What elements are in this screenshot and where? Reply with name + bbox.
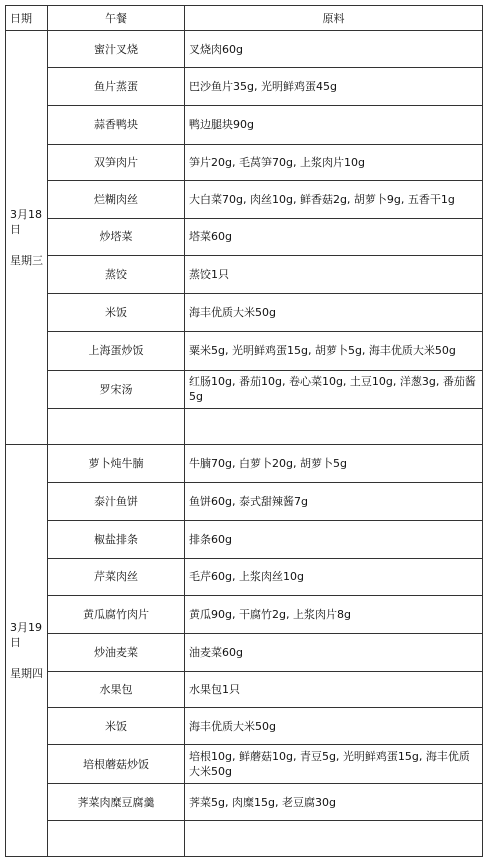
ingredients-text: 海丰优质大米50g: [185, 708, 483, 745]
ingredients-text: 牛腩70g, 白萝卜20g, 胡萝卜5g: [185, 444, 483, 482]
ingredients-text: 荠菜5g, 肉糜15g, 老豆腐30g: [185, 784, 483, 820]
table-row: [6, 68, 483, 106]
ingredients-text: 海丰优质大米50g: [185, 294, 483, 332]
ingredients-text: 笋片20g, 毛莴笋70g, 上浆肉片10g: [185, 144, 483, 180]
table-row: [6, 218, 483, 255]
dish-name: 荠菜肉糜豆腐羹: [48, 784, 185, 820]
lunch-menu-table: [5, 5, 483, 857]
table-row: [6, 106, 483, 144]
header-ingredients: 原料: [185, 6, 483, 31]
header-dish: 午餐: [48, 6, 185, 31]
table-row-empty: [6, 408, 483, 444]
ingredients-text: 黄瓜90g, 干腐竹2g, 上浆肉片8g: [185, 595, 483, 633]
header-date: 日期: [6, 6, 48, 31]
dish-name: 双笋肉片: [48, 144, 185, 180]
ingredients-text: 油麦菜60g: [185, 633, 483, 671]
dish-name: 蒜香鸭块: [48, 106, 185, 144]
dish-name: 蜜汁叉烧: [48, 31, 185, 68]
table-row: [6, 784, 483, 820]
ingredients-text: 水果包1只: [185, 671, 483, 707]
weekday-label: 星期四: [10, 666, 43, 680]
ingredients-text: 毛芹60g, 上浆肉丝10g: [185, 559, 483, 595]
table-row: [6, 294, 483, 332]
table-row: [6, 180, 483, 218]
dish-name: 鱼片蒸蛋: [48, 68, 185, 106]
ingredients-text: 蒸饺1只: [185, 256, 483, 294]
ingredients-text: 叉烧肉60g: [185, 31, 483, 68]
dish-name: 芹菜肉丝: [48, 559, 185, 595]
table-row: [6, 633, 483, 671]
dish-name: 水果包: [48, 671, 185, 707]
dish-name: 椒盐排条: [48, 521, 185, 559]
table-row: [6, 595, 483, 633]
ingredients-text: 排条60g: [185, 521, 483, 559]
table-row-empty: [6, 820, 483, 856]
dish-name: 萝卜炖牛腩: [48, 444, 185, 482]
dish-name: 培根蘑菇炒饭: [48, 745, 185, 784]
table-row: [6, 559, 483, 595]
dish-name: [48, 820, 185, 856]
dish-name: 蒸饺: [48, 256, 185, 294]
ingredients-text: 塔菜60g: [185, 218, 483, 255]
ingredients-text: 鸭边腿块90g: [185, 106, 483, 144]
date-label: 3月18日: [10, 207, 42, 236]
table-row: [6, 483, 483, 521]
table-row: [6, 370, 483, 408]
dish-name: 黄瓜腐竹肉片: [48, 595, 185, 633]
table-row: [6, 521, 483, 559]
ingredients-text: 红肠10g, 番茄10g, 卷心菜10g, 土豆10g, 洋葱3g, 番茄酱5g: [185, 370, 483, 408]
ingredients-text: [185, 408, 483, 444]
dish-name: [48, 408, 185, 444]
ingredients-text: [185, 820, 483, 856]
dish-name: 烂糊肉丝: [48, 180, 185, 218]
dish-name: 米饭: [48, 708, 185, 745]
dish-name: 炒油麦菜: [48, 633, 185, 671]
ingredients-text: 巴沙鱼片35g, 光明鲜鸡蛋45g: [185, 68, 483, 106]
table-row: [6, 332, 483, 370]
ingredients-text: 鱼饼60g, 泰式甜辣酱7g: [185, 483, 483, 521]
dish-name: 米饭: [48, 294, 185, 332]
date-label: 3月19日: [10, 620, 42, 649]
dish-name: 上海蛋炒饭: [48, 332, 185, 370]
dish-name: 罗宋汤: [48, 370, 185, 408]
date-cell-day2: [6, 444, 48, 856]
dish-name: 炒塔菜: [48, 218, 185, 255]
ingredients-text: 粟米5g, 光明鲜鸡蛋15g, 胡萝卜5g, 海丰优质大米50g: [185, 332, 483, 370]
header-row: [6, 6, 483, 31]
table-row: [6, 256, 483, 294]
dish-name: 泰汁鱼饼: [48, 483, 185, 521]
table-row: [6, 708, 483, 745]
ingredients-text: 培根10g, 鲜蘑菇10g, 青豆5g, 光明鲜鸡蛋15g, 海丰优质大米50g: [185, 745, 483, 784]
table-row: [6, 31, 483, 68]
table-row: [6, 745, 483, 784]
ingredients-text: 大白菜70g, 肉丝10g, 鲜香菇2g, 胡萝卜9g, 五香干1g: [185, 180, 483, 218]
table-row: [6, 671, 483, 707]
weekday-label: 星期三: [10, 253, 43, 267]
table-row: [6, 144, 483, 180]
date-cell-day1: [6, 31, 48, 445]
table-row: [6, 444, 483, 482]
